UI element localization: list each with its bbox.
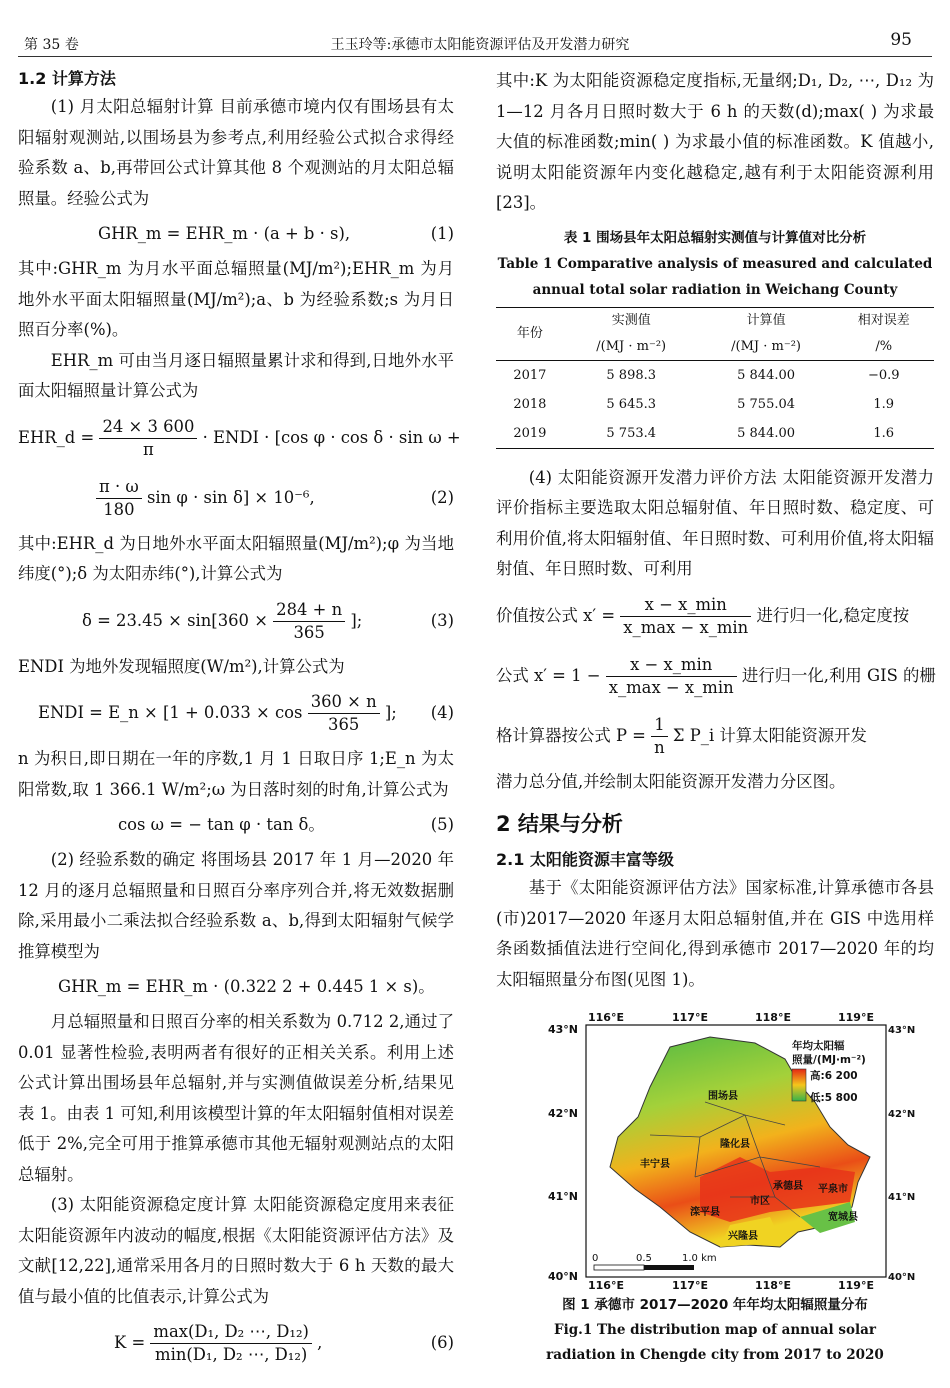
equation-2b-frac-num: π · ω xyxy=(96,476,142,499)
lat-label-right: 40°N xyxy=(888,1272,916,1283)
lon-label-top: 118°E xyxy=(755,1011,791,1024)
equation-4-rhs: ]; xyxy=(384,703,397,722)
equation-4-lhs: ENDI = E_n × [1 + 0.033 × cos xyxy=(38,703,303,722)
formula-potential-sum: Σ P_i xyxy=(672,725,715,745)
cell-year: 2017 xyxy=(513,367,547,383)
equation-4-frac-num: 360 × n xyxy=(308,691,380,714)
equation-2-frac-den: π xyxy=(143,439,154,459)
equation-4-frac-den: 365 xyxy=(328,715,360,734)
equation-2b xyxy=(18,469,454,527)
equation-6-frac-num: max(D₁, D₂ ⋯, D₁₂) xyxy=(150,1321,312,1344)
equation-6-number: (6) xyxy=(430,1333,454,1352)
county-label: 围场县 xyxy=(708,1091,738,1102)
figure-1-caption-zh: 图 1 承德市 2017—2020 年年均太阳辐照量分布 xyxy=(562,1297,868,1313)
legend-unit: 照量/(MJ·m⁻²) xyxy=(792,1054,866,1066)
formula-normalize-2-num: x − x_min xyxy=(606,654,737,677)
formula-normalize-1-lhs: 价值按公式 x′ = xyxy=(496,605,616,625)
paragraph-results: 基于《太阳能资源评估方法》国家标准,计算承德市各县(市)2017—2020 年逐月太阳总辐射值,并在 GIS 中选用样条函数插值法进行空间化,得到承德市 2017—2020 年的均太阳辐照量分布图(见图 1)。 xyxy=(496,878,934,989)
equation-5 xyxy=(18,809,454,841)
page-number: 95 xyxy=(890,30,912,50)
paragraph-eq1-defs: 其中:GHR_m 为月水平面总辐照量(MJ/m²);EHR_m 为月地外水平面太阳辐照量(MJ/m²);a、b 为经验系数;s 为月日照百分率(%)。 xyxy=(18,259,454,339)
formula-normalize-2 xyxy=(496,647,934,705)
equation-3-frac-den: 365 xyxy=(293,622,325,642)
paragraph-potential-method: (4) 太阳能资源开发潜力评价方法 太阳能资源开发潜力评价指标主要选取太阳总辐射值、年日照时数、稳定度、可利用价值,将太阳辐射值、年日照时数、可利用价值,将太阳辐射值、年日照时数、可利用 xyxy=(496,467,934,578)
equation-2-fraction xyxy=(99,416,197,461)
left-column xyxy=(18,66,461,1374)
equation-2-rest: · ENDI · [cos φ · cos δ · sin ω + xyxy=(202,427,461,447)
running-header xyxy=(0,30,950,58)
table-row xyxy=(496,390,934,419)
lat-label-right: 41°N xyxy=(888,1192,916,1203)
county-label: 滦平县 xyxy=(690,1207,720,1218)
county-label: 平泉市 xyxy=(818,1184,848,1195)
equation-model-body: GHR_m = EHR_m · (0.322 2 + 0.445 1 × s)。 xyxy=(58,977,435,996)
county-label: 承德县 xyxy=(773,1181,803,1192)
legend-title: 年均太阳辐 xyxy=(792,1040,845,1052)
lon-label-top: 119°E xyxy=(838,1011,874,1024)
formula-normalize-1 xyxy=(496,587,934,645)
formula-normalize-1-den: x_max − x_min xyxy=(623,617,749,637)
paragraph-stability: (3) 太阳能资源稳定度计算 太阳能资源稳定度用来表征太阳能资源年内波动的幅度,根据《太阳能资源评估方法》及文献[12,22],通常采用各月的日照时数大于 6 h 天数的最大值与最小值的比值表示,计算公式为 xyxy=(18,1195,454,1306)
equation-3-lhs: δ = 23.45 × sin[360 × xyxy=(82,610,268,630)
lat-label-left: 42°N xyxy=(548,1107,579,1120)
paragraph-eq4-defs: n 为积日,即日期在一年的序数,1 月 1 日取日序 1;E_n 为太阳常数,取 1 366.1 W/m²;ω 为日落时刻的时角,计算公式为 xyxy=(18,749,454,799)
equation-6-frac-den: min(D₁, D₂ ⋯, D₁₂) xyxy=(155,1345,308,1364)
header-rule xyxy=(18,56,932,57)
equation-2-frac-num: 24 × 3 600 xyxy=(99,416,197,439)
lat-label-right: 42°N xyxy=(888,1109,916,1120)
lon-label-bottom: 117°E xyxy=(672,1279,708,1292)
formula-normalize-1-fraction xyxy=(620,594,751,639)
equation-1-body: GHR_m = EHR_m · (a + b · s), xyxy=(98,224,351,243)
equation-4-number: (4) xyxy=(430,703,454,722)
lon-label-bottom: 119°E xyxy=(838,1279,874,1292)
formula-potential-rhs: 计算太阳能资源开发 xyxy=(719,725,867,745)
equation-3-number: (3) xyxy=(430,610,454,630)
equation-2a xyxy=(18,409,461,467)
th-err: 相对误差 xyxy=(834,307,934,334)
lat-label-right: 43°N xyxy=(888,1025,916,1036)
county-label: 隆化县 xyxy=(720,1139,750,1150)
paragraph-endi: ENDI 为地外发现辐照度(W/m²),计算公式为 xyxy=(18,656,345,676)
formula-potential-num: 1 xyxy=(651,714,668,737)
th-year: 年份 xyxy=(496,307,564,360)
section-2-heading: 2 结果与分析 xyxy=(496,812,623,836)
cell-calc: 5 844.00 xyxy=(737,367,796,383)
county-label: 兴隆县 xyxy=(728,1231,758,1242)
equation-3-fraction xyxy=(273,599,345,644)
th-measured: 实测值 xyxy=(564,307,699,334)
paragraph-potential-end: 潜力总分值,并绘制太阳能资源开发潜力分区图。 xyxy=(496,771,846,791)
equation-5-body: cos ω = − tan φ · tan δ。 xyxy=(118,815,325,834)
lon-label-top: 117°E xyxy=(672,1011,708,1024)
cell-err: 1.9 xyxy=(873,396,895,412)
formula-potential-fraction xyxy=(651,714,668,759)
radiation-map-figure xyxy=(530,1007,916,1292)
equation-model xyxy=(18,971,454,1003)
cell-year: 2018 xyxy=(513,396,547,412)
legend-color-bar xyxy=(792,1069,806,1101)
scale-tick: 0 xyxy=(592,1253,599,1264)
cell-calc: 5 844.00 xyxy=(699,419,834,449)
cell-measured: 5 898.3 xyxy=(606,367,657,383)
paragraph-k-defs: 其中:K 为太阳能资源稳定度指标,无量纲;D₁, D₂, ⋯, D₁₂ 为 1—12 月各月日照时数大于 6 h 的天数(d);max( ) 为求最大值的标准函数;min( ) 为求最小值的标准函数。K 值越小,说明太阳能资源年内变化越稳定,越有利于太阳能资源利用[23]。 xyxy=(496,71,934,212)
table-1 xyxy=(496,307,934,449)
paragraph-coefficients: (2) 经验系数的确定 将围场县 2017 年 1 月—2020 年 12 月的逐月总辐照量和日照百分率序列合并,将无效数据删除,采用最小二乘法拟合经验系数 a、b,得到太阳辐射气候学推算模型为 xyxy=(18,850,454,961)
equation-2b-rest: sin φ · sin δ] × 10⁻⁶, xyxy=(147,487,315,507)
running-title: 王玉玲等:承德市太阳能资源评估及开发潜力研究 xyxy=(330,37,630,53)
cell-err: 1.6 xyxy=(834,419,934,449)
legend-low: 低:5 800 xyxy=(810,1092,858,1104)
equation-4 xyxy=(18,684,454,742)
formula-potential xyxy=(496,707,934,765)
lat-label-left: 41°N xyxy=(548,1190,579,1203)
th-err-unit: /% xyxy=(834,334,934,361)
equation-2-lhs: EHR_d = xyxy=(18,427,95,447)
equation-6-fraction xyxy=(150,1321,312,1366)
lat-label-left: 40°N xyxy=(548,1270,579,1283)
formula-normalize-2-fraction xyxy=(606,654,737,699)
lon-label-bottom: 116°E xyxy=(588,1279,624,1292)
volume-label: 第 35 卷 xyxy=(24,37,79,53)
cell-measured: 5 645.3 xyxy=(606,396,657,412)
equation-2b-frac-den: 180 xyxy=(103,499,135,519)
figure-1-caption-en: Fig.1 The distribution map of annual solar radiation in Chengde city from 2017 to 2020 xyxy=(546,1322,884,1363)
section-2-1-heading: 2.1 太阳能资源丰富等级 xyxy=(496,850,674,869)
formula-normalize-2-lhs: 公式 x′ = 1 − xyxy=(496,665,601,685)
cell-measured: 5 753.4 xyxy=(564,419,699,449)
equation-6-rhs: , xyxy=(317,1333,323,1352)
scale-segment-2 xyxy=(644,1265,694,1270)
th-calc-unit: /(MJ · m⁻²) xyxy=(699,334,834,361)
radiation-map xyxy=(530,1007,916,1292)
scale-tick: 1.0 km xyxy=(682,1253,717,1264)
equation-3 xyxy=(18,592,454,650)
th-measured-unit: /(MJ · m⁻²) xyxy=(564,334,699,361)
formula-normalize-2-rhs: 进行归一化,利用 GIS 的栅 xyxy=(741,665,936,685)
equation-4-fraction xyxy=(308,691,380,736)
cell-err: −0.9 xyxy=(867,367,900,383)
formula-potential-den: n xyxy=(654,737,665,757)
table-row xyxy=(496,360,934,390)
paragraph-eq2-defs: 其中:EHR_d 为日地外水平面太阳辐照量(MJ/m²);φ 为当地纬度(°);δ 为太阳赤纬(°),计算公式为 xyxy=(18,533,454,583)
county-label: 丰宁县 xyxy=(640,1159,670,1170)
county-label: 市区 xyxy=(750,1196,770,1207)
lat-label-left: 43°N xyxy=(548,1023,579,1036)
legend-high: 高:6 200 xyxy=(810,1070,858,1082)
lon-label-top: 116°E xyxy=(588,1011,624,1024)
equation-6-lhs: K = xyxy=(114,1333,146,1352)
formula-normalize-1-rhs: 进行归一化,稳定度按 xyxy=(756,605,910,625)
section-1-2-heading: 1.2 计算方法 xyxy=(18,69,116,88)
th-calc: 计算值 xyxy=(699,307,834,334)
equation-5-number: (5) xyxy=(430,815,454,834)
paragraph-correlation: 月总辐照量和日照百分率的相关系数为 0.712 2,通过了 0.01 显著性检验,表明两者有很好的正相关关系。利用上述公式计算出围场县年总辐射,并与实测值做误差分析,结果见表 1。由表 1 可知,利用该模型计算的年太阳辐射值相对误差低于 2%,完全可用于推算承德市其他无辐射观测站点的太阳总辐射。 xyxy=(18,1012,454,1184)
scale-segment-1 xyxy=(594,1265,644,1270)
equation-6 xyxy=(18,1314,454,1372)
formula-potential-lhs: 格计算器按公式 P = xyxy=(496,725,646,745)
scale-tick: 0.5 xyxy=(636,1253,652,1264)
table-1-caption-en: Table 1 Comparative analysis of measured and calculated annual total solar radiation in Weichang County xyxy=(497,255,933,298)
formula-normalize-1-num: x − x_min xyxy=(620,594,751,617)
paragraph-monthly-radiation: (1) 月太阳总辐射计算 目前承德市境内仅有围场县有太阳辐射观测站,以围场县为参考点,利用经验公式拟合求得经验系数 a、b,再带回公式计算其他 8 个观测站的月太阳总辐照量。经验公式为 xyxy=(18,97,454,208)
formula-normalize-2-den: x_max − x_min xyxy=(608,677,734,697)
equation-3-rhs: ]; xyxy=(350,610,363,630)
cell-year: 2019 xyxy=(496,419,564,449)
equation-2-number: (2) xyxy=(430,487,454,507)
equation-1-number: (1) xyxy=(430,224,454,243)
lon-label-bottom: 118°E xyxy=(755,1279,791,1292)
equation-3-frac-num: 284 + n xyxy=(273,599,345,622)
table-1-caption-zh: 表 1 围场县年太阳总辐射实测值与计算值对比分析 xyxy=(563,229,867,246)
paragraph-ehr: EHR_m 可由当月逐日辐照量累计求和得到,日地外水平面太阳辐照量计算公式为 xyxy=(18,350,454,400)
table-row xyxy=(496,419,934,449)
county-label: 宽城县 xyxy=(828,1212,858,1223)
cell-calc: 5 755.04 xyxy=(737,396,796,412)
equation-2b-fraction xyxy=(96,476,142,521)
right-column xyxy=(496,66,934,1368)
equation-1 xyxy=(18,218,454,250)
